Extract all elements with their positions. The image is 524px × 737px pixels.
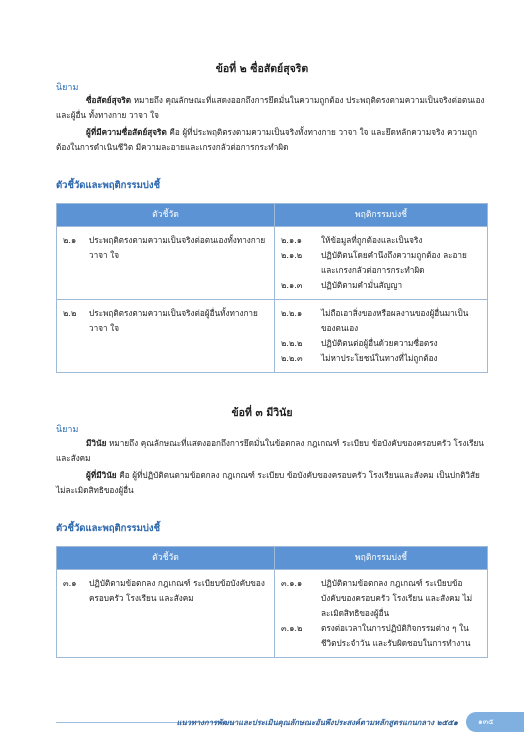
behavior-text: ปฏิบัติตนโดยคำนึงถึงความถูกต้อง ละอายและเกรงกลัวต่อการกระทำผิด	[321, 250, 467, 275]
behavior-text: ปฏิบัติตามคำมั่นสัญญา	[321, 280, 403, 290]
behavior-number: ๒.๑.๒	[281, 250, 303, 260]
table-header-row	[57, 547, 488, 570]
section-3-term-2: ผู้ที่มีวินัย	[86, 470, 117, 480]
behavior-cell	[275, 300, 488, 373]
behavior-cell	[275, 227, 488, 300]
behavior-number: ๒.๑.๑	[281, 235, 302, 245]
section-3-indicator-table	[56, 546, 488, 658]
behavior-number: ๒.๒.๑	[281, 308, 303, 318]
table-row	[57, 227, 488, 300]
section-2-term-2: ผู้ที่มีความซื่อสัตย์สุจริต	[86, 127, 167, 137]
section-3-paragraph-1	[56, 436, 488, 466]
section-2-text-1: หมายถึง คุณลักษณะที่แสดงออกถึงการยึดมั่นในความถูกต้อง ประพฤติตรงตามความเป็นจริงต่อตนเองและผู้อื่น ทั้งทางกาย วาจา ใจ	[56, 95, 485, 120]
section-2-title: ข้อที่ ๒ ซื่อสัตย์สุจริต	[215, 63, 309, 75]
section-2-text-2: คือ ผู้ที่ประพฤติตรงตามความเป็นจริงทั้งทางกาย วาจา ใจ และยึดหลักความจริง ความถูกต้องในการดำเนินชีวิต มีความละอายและเกรงกลัวต่อการกระทำผิด	[56, 127, 478, 152]
section-3-term-1: มีวินัย	[86, 438, 107, 448]
behavior-text: ไม่หาประโยชน์ในทางที่ไม่ถูกต้อง	[321, 353, 438, 363]
indicator-number: ๒.๑	[63, 235, 77, 245]
footer-title: แนวทางการพัฒนาและประเมินคุณลักษณะอันพึงประสงค์ตามหลักสูตรแกนกลาง ๒๕๕๑	[176, 718, 458, 727]
section-2-definition-label: นิยาม	[56, 83, 79, 93]
table-header-row	[57, 204, 488, 227]
behavior-text: ให้ข้อมูลที่ถูกต้องและเป็นจริง	[321, 235, 423, 245]
section-2-paragraph-2	[56, 125, 488, 155]
section-2-indicator-heading: ตัวชี้วัดและพฤติกรรมบ่งชี้	[56, 180, 161, 191]
section-3-title: ข้อที่ ๓ มีวินัย	[231, 407, 293, 419]
section-3-indicator-heading: ตัวชี้วัดและพฤติกรรมบ่งชี้	[56, 523, 161, 534]
indicator-cell	[57, 227, 275, 300]
behavior-text: ปฏิบัติตามข้อตกลง กฎเกณฑ์ ระเบียบข้อบังคับของครอบครัว โรงเรียน และสังคม ไม่ละเมิดสิทธิของผู้อื่น	[321, 578, 473, 618]
indicator-number: ๒.๒	[63, 308, 77, 318]
behavior-number: ๒.๒.๒	[281, 338, 303, 348]
section-3-definition-label: นิยาม	[56, 425, 79, 435]
indicator-text: ปฏิบัติตามข้อตกลง กฎเกณฑ์ ระเบียบข้อบังคับของครอบครัว โรงเรียน และสังคม	[89, 578, 265, 603]
section-3-paragraph-2	[56, 468, 488, 498]
column-header-behavior: พฤติกรรมบ่งชี้	[275, 547, 488, 570]
behavior-number: ๓.๑.๒	[281, 623, 303, 633]
section-2-indicator-table	[56, 203, 488, 373]
behavior-text: ตรงต่อเวลาในการปฏิบัติกิจกรรมต่าง ๆ ในชีวิตประจำวัน และรับผิดชอบในการทำงาน	[321, 623, 471, 648]
behavior-text: ไม่ถือเอาสิ่งของหรือผลงานของผู้อื่นมาเป็นของตนเอง	[321, 308, 469, 333]
section-3-text-2: คือ ผู้ที่ปฏิบัติตนตามข้อตกลง กฎเกณฑ์ ระเบียบ ข้อบังคับของครอบครัว โรงเรียนและสังคม เป็นปกติวิสัย ไม่ละเมิดสิทธิของผู้อื่น	[56, 470, 480, 495]
behavior-number: ๒.๒.๓	[281, 353, 303, 363]
column-header-behavior: พฤติกรรมบ่งชี้	[275, 204, 488, 227]
indicator-text: ประพฤติตรงตามความเป็นจริงต่อตนเองทั้งทางกาย วาจา ใจ	[89, 235, 266, 260]
behavior-text: ปฏิบัติตนต่อผู้อื่นด้วยความซื่อตรง	[321, 338, 438, 348]
indicator-text: ประพฤติตรงตามความเป็นจริงต่อผู้อื่นทั้งทางกาย วาจา ใจ	[89, 308, 258, 333]
behavior-number: ๓.๑.๑	[281, 578, 303, 588]
column-header-indicator: ตัวชี้วัด	[57, 204, 275, 227]
section-2-term-1: ซื่อสัตย์สุจริต	[86, 95, 132, 105]
indicator-number: ๓.๑	[63, 578, 77, 588]
indicator-cell	[57, 570, 275, 658]
behavior-number: ๒.๑.๓	[281, 280, 303, 290]
behavior-cell	[275, 570, 488, 658]
table-row	[57, 300, 488, 373]
page-number-badge: ๑๓๕	[466, 712, 524, 732]
indicator-cell	[57, 300, 275, 373]
column-header-indicator: ตัวชี้วัด	[57, 547, 275, 570]
section-2-paragraph-1	[56, 93, 488, 123]
table-row	[57, 570, 488, 658]
section-3-text-1: หมายถึง คุณลักษณะที่แสดงออกถึงการยึดมั่นในข้อตกลง กฎเกณฑ์ ระเบียบ ข้อบังคับของครอบครัว โรงเรียน และสังคม	[56, 438, 484, 463]
